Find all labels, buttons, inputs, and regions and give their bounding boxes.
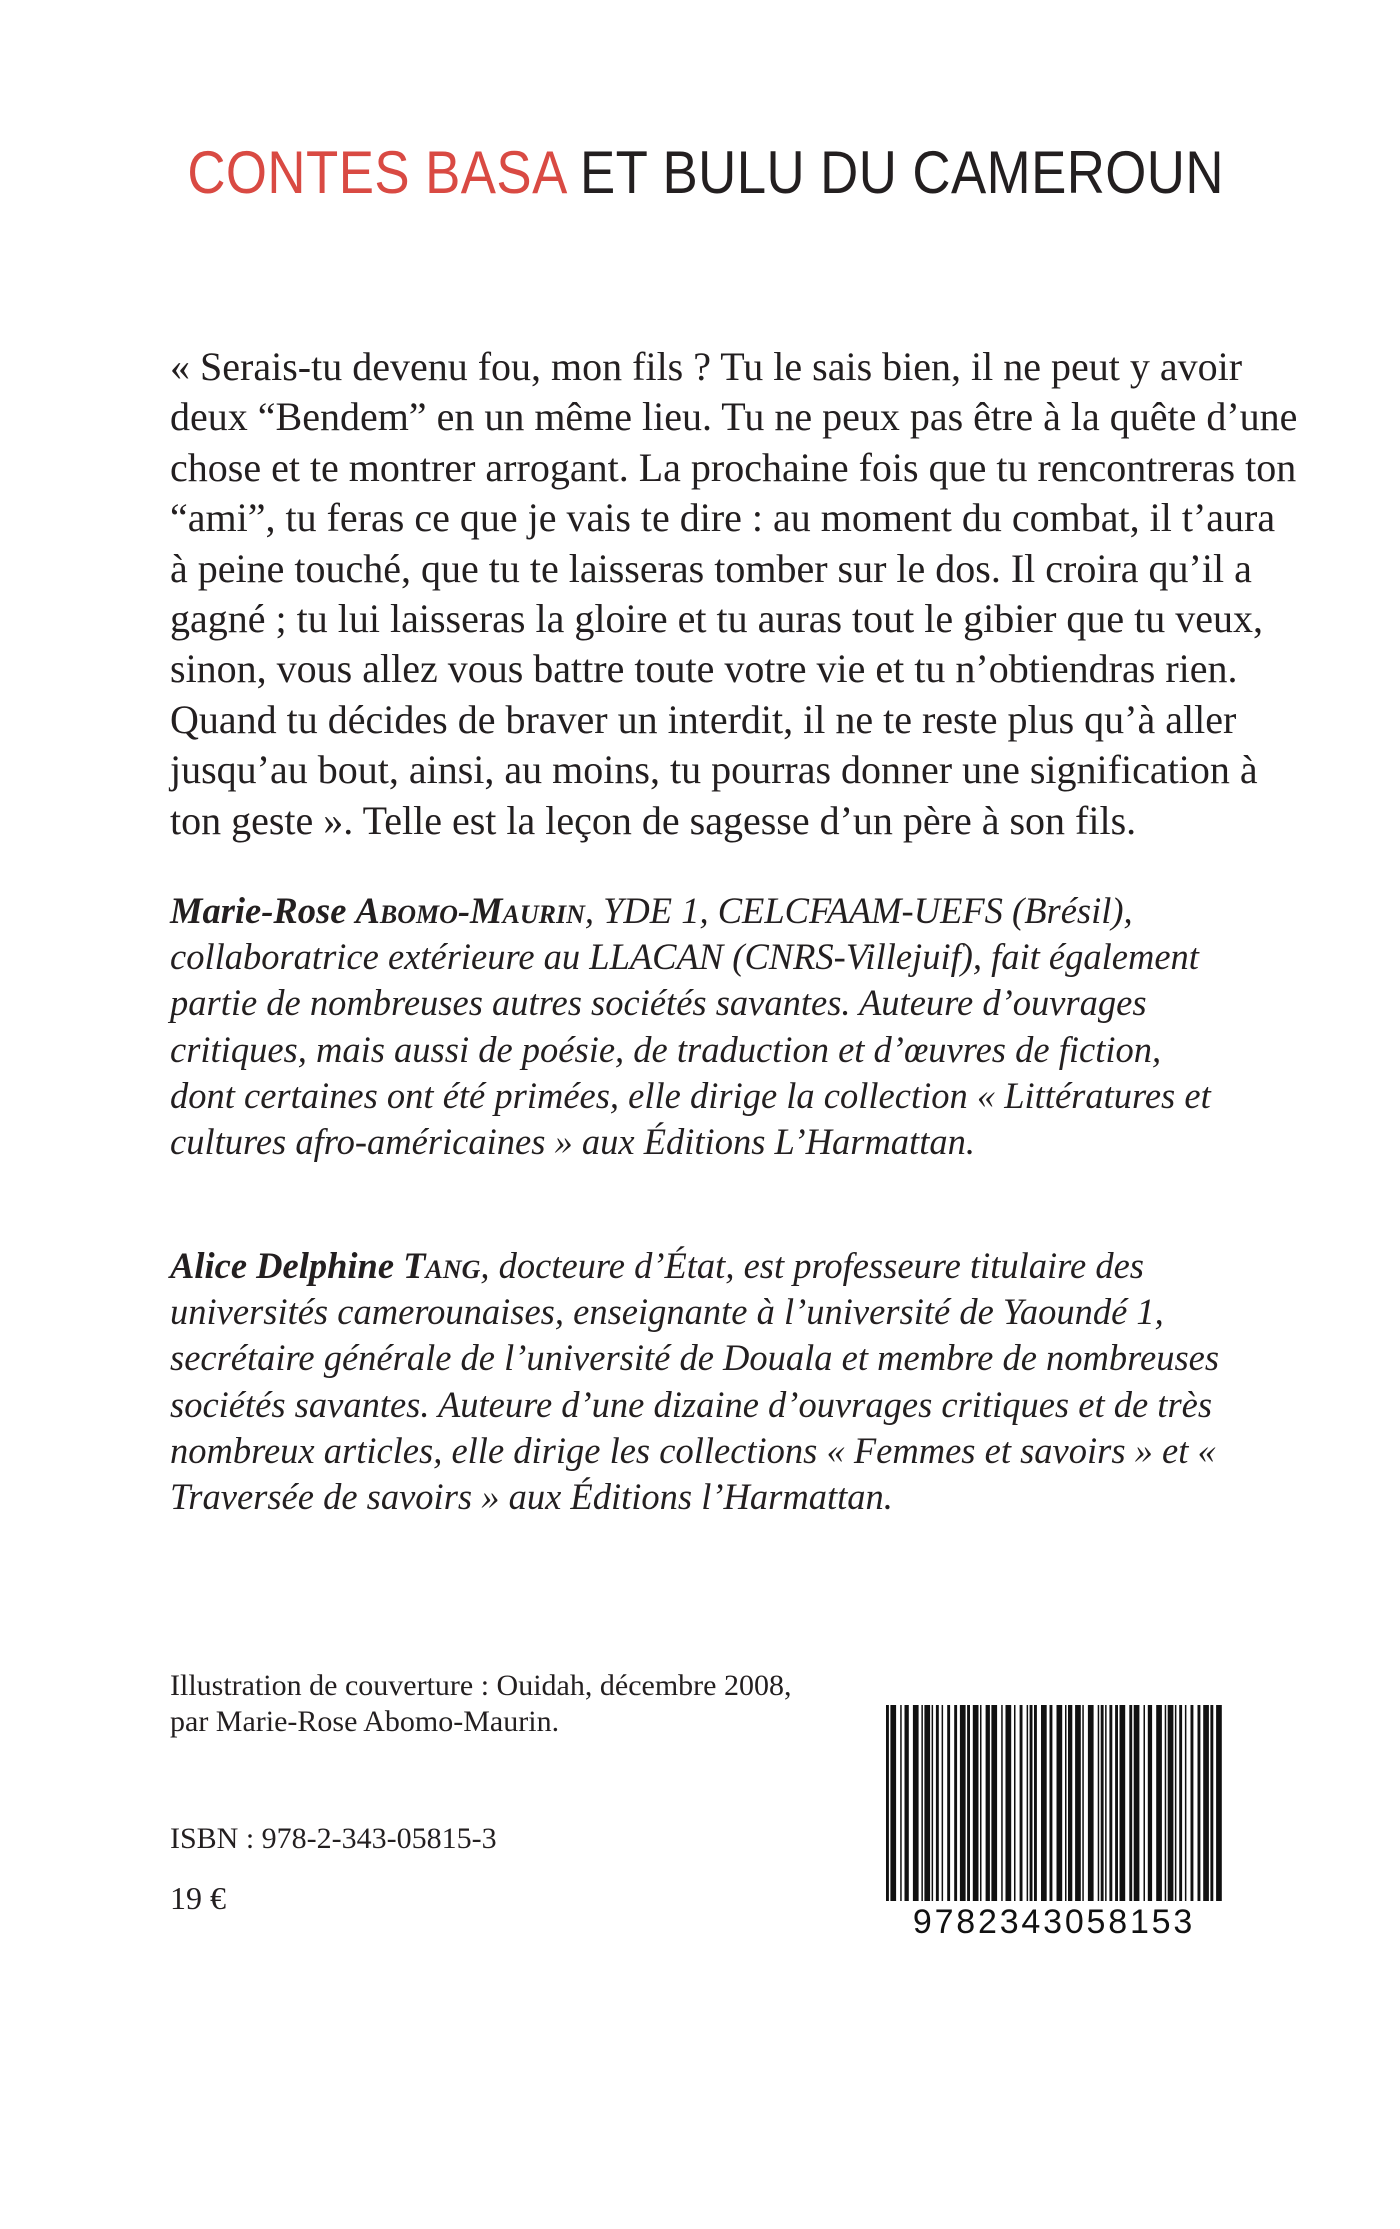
author-name: Alice Delphine Tang: [170, 1245, 481, 1286]
barcode-bar: [1120, 1705, 1126, 1901]
barcode-bar: [1075, 1705, 1081, 1901]
barcode-bar: [1001, 1705, 1003, 1901]
barcode-bar: [973, 1705, 979, 1901]
barcode-bar: [1115, 1705, 1118, 1901]
barcode-bar: [1165, 1705, 1167, 1901]
barcode-bar: [960, 1705, 966, 1901]
barcode-bar: [1156, 1705, 1162, 1901]
isbn: ISBN : 978-2-343-05815-3: [170, 1822, 497, 1855]
cover-illustration-credit: Illustration de couverture : Ouidah, décembre 2008, par Marie-Rose Abomo-Maurin.: [170, 1669, 792, 1738]
barcode-bar: [1030, 1705, 1033, 1901]
barcode-digits: 9782343058153: [912, 1903, 1196, 1941]
barcode-bar: [954, 1705, 957, 1901]
barcode-bar: [1185, 1705, 1187, 1901]
blurb-line: « Serais-tu devenu fou, mon fils ? Tu le sais bien, il ne peut y avoir: [170, 344, 1243, 389]
barcode-bar: [1175, 1705, 1177, 1901]
barcode-bars: [878, 1705, 1230, 1901]
barcode-bar: [991, 1705, 997, 1901]
barcode-bar: [900, 1705, 902, 1901]
blurb-line: jusqu’au bout, ainsi, au moins, tu pourras donner une signification à: [170, 747, 1258, 793]
barcode-bar: [890, 1705, 896, 1901]
barcode-bar: [1098, 1705, 1100, 1901]
barcode-bar: [1134, 1705, 1140, 1901]
blurb-line: chose et te montrer arrogant. La prochaine fois que tu rencontreras ton: [170, 444, 1297, 490]
barcode-bar: [986, 1705, 990, 1901]
barcode-bar: [1216, 1705, 1222, 1901]
price: 19 €: [170, 1880, 226, 1916]
blurb-line: “ami”, tu feras ce que je vais te dire : au moment du combat, il t’aura: [170, 495, 1276, 541]
barcode-bar: [1082, 1705, 1084, 1901]
barcode-bar: [1088, 1705, 1094, 1901]
author-bio-tang: [170, 1243, 1230, 1520]
barcode-bar: [1020, 1705, 1023, 1901]
barcode-bar: [1014, 1705, 1016, 1901]
barcode-bar: [1168, 1705, 1174, 1901]
barcode-bar: [1057, 1705, 1063, 1901]
title-accent: CONTES BASA: [187, 139, 565, 206]
barcode-bar: [1210, 1705, 1213, 1901]
barcode-bar: [1068, 1705, 1072, 1901]
barcode-bar: [886, 1705, 889, 1901]
barcode-bar: [942, 1705, 944, 1901]
author-bio-text: , docteure d’État, est professeure titulaire des universités camerounaises, enseignante à l’université de Yaoundé 1, secrétaire générale de l’université de Douala et membre de nombreuses sociétés savantes. Auteure d’une dizaine d’ouvrages critiques et de très nombreux articles, elle dirige les collections « Femmes et savoirs » et « Traversée de savoirs » aux Éditions l’Harmattan.: [170, 1245, 1220, 1518]
blurb-line: sinon, vous allez vous battre toute votre vie et tu n’obtiendras rien.: [170, 646, 1238, 692]
book-title: [187, 138, 1224, 207]
author-name: Marie-Rose Abomo-Maurin: [170, 890, 585, 931]
barcode-bar: [1034, 1705, 1037, 1901]
barcode-bar: [1148, 1705, 1152, 1901]
barcode-bar: [1105, 1705, 1107, 1901]
barcode-bar: [1203, 1705, 1209, 1901]
blurb-quote: [170, 342, 1298, 846]
barcode-bar: [1101, 1705, 1104, 1901]
blurb-line: Quand tu décides de braver un interdit, il ne te reste plus qu’à aller: [170, 696, 1237, 742]
barcode-bar: [1050, 1705, 1053, 1901]
barcode-bar: [1198, 1705, 1201, 1901]
barcode-bar: [932, 1705, 934, 1901]
blurb-line: gagné ; tu lui laisseras la gloire et tu auras tout le gibier que tu veux,: [170, 596, 1264, 642]
author-bio-abomo-maurin: [170, 888, 1230, 1165]
blurb-line: deux “Bendem” en un même lieu. Tu ne peux pas être à la quête d’une: [170, 394, 1298, 440]
barcode-bar: [1179, 1705, 1182, 1901]
barcode-bar: [936, 1705, 939, 1901]
barcode-bar: [1027, 1705, 1029, 1901]
barcode-bar: [905, 1705, 909, 1901]
barcode-bar: [1144, 1705, 1146, 1901]
barcode-bar: [1065, 1705, 1067, 1901]
title-rest: ET BULU DU CAMEROUN: [564, 139, 1224, 206]
barcode-bar: [1129, 1705, 1132, 1901]
barcode-bar: [921, 1705, 923, 1901]
barcode: [878, 1705, 1230, 1945]
barcode-bar: [913, 1705, 919, 1901]
blurb-line: à peine touché, que tu te laisseras tomber sur le dos. Il croira qu’il a: [170, 545, 1252, 591]
barcode-bar: [947, 1705, 950, 1901]
barcode-bar: [967, 1705, 970, 1901]
barcode-bar: [1191, 1705, 1194, 1901]
barcode-bar: [1006, 1705, 1012, 1901]
barcode-bar: [924, 1705, 930, 1901]
barcode-bar: [1109, 1705, 1112, 1901]
barcode-bar: [1041, 1705, 1047, 1901]
blurb-line: ton geste ». Telle est la leçon de sagesse d’un père à son fils.: [170, 797, 1137, 843]
barcode-bar: [980, 1705, 982, 1901]
author-bio-text: , YDE 1, CELCFAAM-UEFS (Brésil), collaboratrice extérieure au LLACAN (CNRS-Villejuif), fait également partie de nombreuses autres sociétés savantes. Auteure d’ouvrages critiques, mais aussi de poésie, de traduction et d’œuvres de fiction, dont certaines ont été primées, elle dirige la collection « Littératures et cultures afro-américaines » aux Éditions L’Harmattan.: [170, 890, 1211, 1163]
